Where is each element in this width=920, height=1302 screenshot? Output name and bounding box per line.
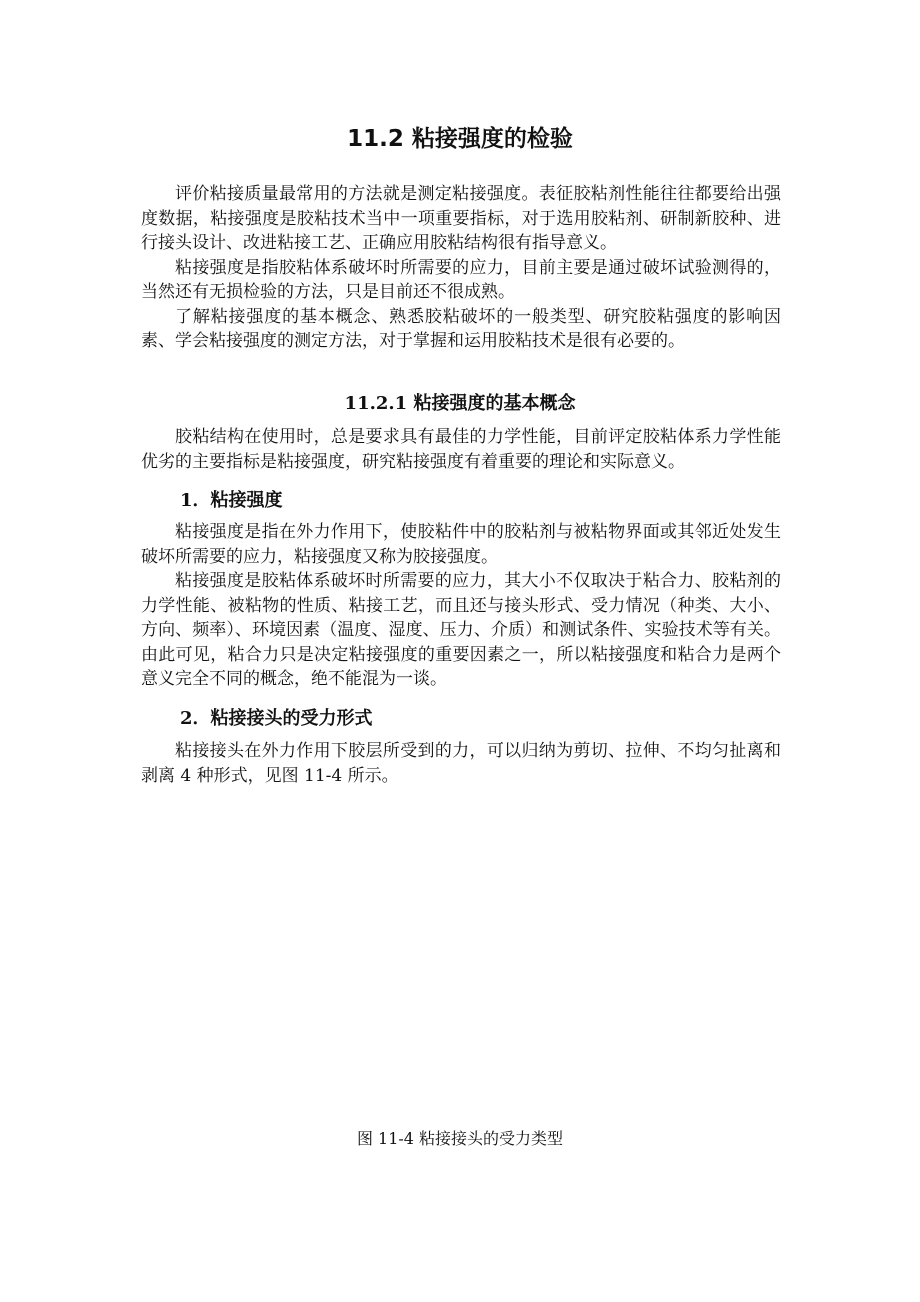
item-2-heading: 2．粘接接头的受力形式: [180, 708, 373, 729]
subsection-paragraph: 胶粘结构在使用时，总是要求具有最佳的力学性能，目前评定胶粘体系力学性能优劣的主要指标是粘接强度，研究粘接强度有着重要的理论和实际意义。: [141, 427, 781, 472]
item-1-heading: 1．粘接强度: [180, 490, 283, 511]
item-1-paragraph-1: 粘接强度是指在外力作用下，使胶粘件中的胶粘剂与被粘物界面或其邻近处发生破坏所需要的应力，粘接强度又称为胶接强度。: [141, 522, 781, 567]
intro-paragraph-2: 粘接强度是指胶粘体系破坏时所需要的应力，目前主要是通过破坏试验测得的，当然还有无损检验的方法，只是目前还不很成熟。: [141, 257, 781, 302]
intro-text-block: [141, 182, 781, 354]
item-1-text-block: [141, 520, 781, 692]
subsection-text-block: [141, 425, 781, 474]
intro-paragraph-3: 了解粘接强度的基本概念、熟悉胶粘破坏的一般类型、研究胶粘强度的影响因素、学会粘接强度的测定方法，对于掌握和运用胶粘技术是很有必要的。: [141, 306, 781, 351]
section-title: 11.2 粘接强度的检验: [347, 126, 573, 152]
item-1-paragraph-2: 粘接强度是胶粘体系破坏时所需要的应力，其大小不仅取决于粘合力、胶粘剂的力学性能、被粘物的性质、粘接工艺，而且还与接头形式、受力情况（种类、大小、方向、频率）、环境因素（温度、湿度、压力、介质）和测试条件、实验技术等有关。由此可见，粘合力只是决定粘接强度的重要因素之一，所以粘接强度和粘合力是两个意义完全不同的概念，绝不能混为一谈。: [141, 571, 781, 689]
item-2-paragraph: 粘接接头在外力作用下胶层所受到的力，可以归纳为剪切、拉伸、不均匀扯离和剥离 4 种形式，见图 11-4 所示。: [141, 741, 781, 786]
intro-paragraph-1: 评价粘接质量最常用的方法就是测定粘接强度。表征胶粘剂性能往往都要给出强度数据，粘接强度是胶粘技术当中一项重要指标，对于选用胶粘剂、研制新胶种、进行接头设计、改进粘接工艺、正确应用胶粘结构很有指导意义。: [141, 184, 781, 253]
figure-caption: 图 11-4 粘接接头的受力类型: [356, 1129, 564, 1148]
item-2-text-block: [141, 739, 781, 788]
subsection-title: 11.2.1 粘接强度的基本概念: [344, 393, 576, 414]
